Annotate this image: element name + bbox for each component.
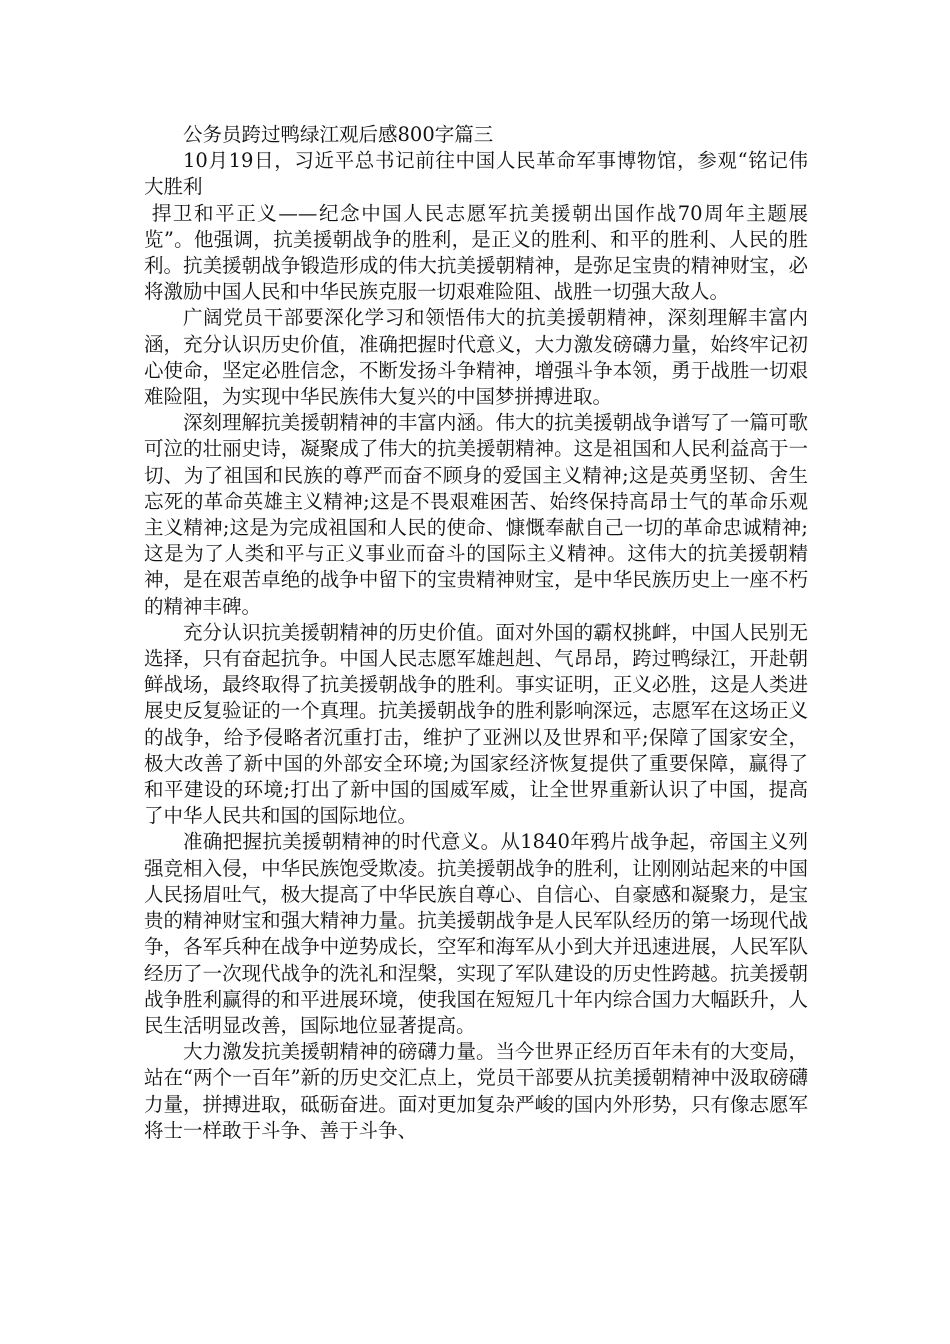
paragraph-5: 充分认识抗美援朝精神的历史价值。面对外国的霸权挑衅，中国人民别无选择，只有奋起抗争。中国人民志愿军雄赳赳、气昂昂，跨过鸭绿江，开赴朝鲜战场，最终取得了抗美援朝战争的胜利。事实证明，正义必胜，这是人类进展史反复验证的一个真理。抗美援朝战争的胜利影响深远，志愿军在这场正义的战争，给予侵略者沉重打击，维护了亚洲以及世界和平;保障了国家安全，极大改善了新中国的外部安全环境;为国家经济恢复提供了重要保障，赢得了和平建设的环境;打出了新中国的国威军威，让全世界重新认识了中国，提高了中华人民共和国的国际地位。 — [144, 620, 808, 828]
paragraph-2: 捍卫和平正义——纪念中国人民志愿军抗美援朝出国作战70周年主题展览”。他强调，抗美援朝战争的胜利，是正义的胜利、和平的胜利、人民的胜利。抗美援朝战争锻造形成的伟大抗美援朝精神，是弥足宝贵的精神财宝，必将激励中国人民和中华民族克服一切艰难险阻、战胜一切强大敌人。 — [144, 201, 808, 304]
paragraph-4: 深刻理解抗美援朝精神的丰富内涵。伟大的抗美援朝战争谱写了一篇可歌可泣的壮丽史诗，凝聚成了伟大的抗美援朝精神。这是祖国和人民利益高于一切、为了祖国和民族的尊严而奋不顾身的爱国主义精神;这是英勇坚韧、舍生忘死的革命英雄主义精神;这是不畏艰难困苦、始终保持高昂士气的革命乐观主义精神;这是为完成祖国和人民的使命、慷慨奉献自己一切的革命忠诚精神;这是为了人类和平与正义事业而奋斗的国际主义精神。这伟大的抗美援朝精神，是在艰苦卓绝的战争中留下的宝贵精神财宝，是中华民族历史上一座不朽的精神丰碑。 — [144, 411, 808, 618]
paragraph-1: 10月19日，习近平总书记前往中国人民革命军事博物馆，参观“铭记伟大胜利 — [144, 149, 808, 199]
paragraph-3: 广阔党员干部要深化学习和领悟伟大的抗美援朝精神，深刻理解丰富内涵，充分认识历史价值，准确把握时代意义，大力激发磅礴力量，始终牢记初心使命，坚定必胜信念，不断发扬斗争精神，增强斗争本领，勇于战胜一切艰难险阻，为实现中华民族伟大复兴的中国梦拼搏进取。 — [144, 306, 808, 409]
document-title: 公务员跨过鸭绿江观后感800字篇三 — [183, 123, 494, 146]
document-body — [144, 122, 808, 1144]
paragraph-7: 大力激发抗美援朝精神的磅礴力量。当今世界正经历百年未有的大变局，站在“两个一百年”新的历史交汇点上，党员干部要从抗美援朝精神中汲取磅礴力量，拼搏进取，砥砺奋进。面对更加复杂严峻的国内外形势，只有像志愿军将士一样敢于斗争、善于斗争、 — [144, 1040, 808, 1142]
paragraph-6: 准确把握抗美援朝精神的时代意义。从1840年鸦片战争起，帝国主义列强竞相入侵，中华民族饱受欺凌。抗美援朝战争的胜利，让刚刚站起来的中国人民扬眉吐气，极大提高了中华民族自尊心、自信心、自豪感和凝聚力，是宝贵的精神财宝和强大精神力量。抗美援朝战争是人民军队经历的第一场现代战争，各军兵种在战争中逆势成长，空军和海军从小到大并迅速进展，人民军队经历了一次现代战争的洗礼和涅槃，实现了军队建设的历史性跨越。抗美援朝战争胜利赢得的和平进展环境，使我国在短短几十年内综合国力大幅跃升，人民生活明显改善，国际地位显著提高。 — [144, 830, 808, 1037]
